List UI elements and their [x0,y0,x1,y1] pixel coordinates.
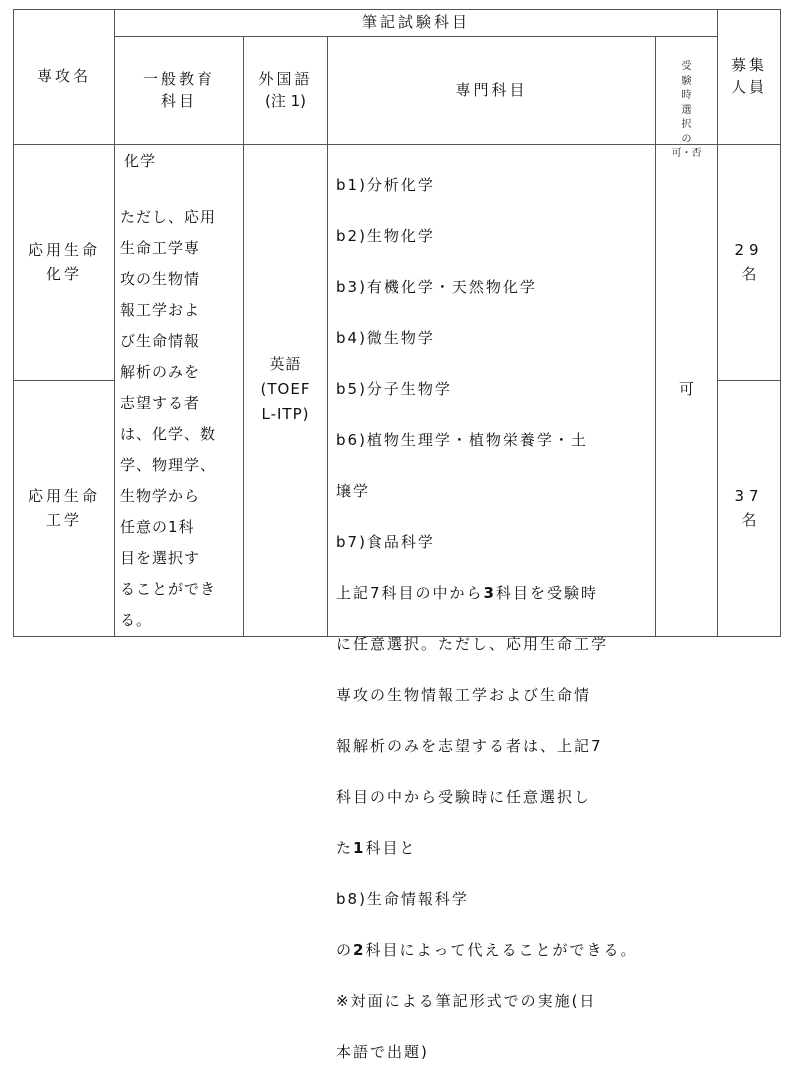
foreign-line: (TOEF [260,380,311,398]
specialized-note-line: b8)生命情報科学 [336,889,469,908]
capacity-row-1 [718,145,780,380]
note-text: 科目によって代えることができる。 [365,940,638,959]
subject-item: b2)生物化学 [336,226,435,245]
general-note-line: る。 [120,611,153,629]
major-row-2 [14,381,114,636]
specialized-header-label: 専門科目 [455,80,528,99]
choice-char: 可・否 [671,148,702,159]
foreign-header [244,37,327,144]
general-subject: 化学 [124,152,157,170]
specialized-note-line: ※対面による筆記形式での実施(日 [336,991,597,1010]
choice-char: の [681,133,692,145]
capacity-row-1-unit: 名 [741,264,757,283]
specialized-note-line: 科目の中から受験時に任意選択し [336,787,592,806]
general-header [115,37,243,144]
subject-item: b4)微生物学 [336,328,435,347]
general-note-line: 生物学から [120,487,201,505]
general-note-line: 報工学およ [120,301,201,319]
choice-value-text: 可 [678,380,694,399]
note-text: た [336,838,354,857]
subject-item: b7)食品科学 [336,532,435,551]
general-header-line2: 科目 [160,91,197,110]
choice-char: 時 [681,90,692,101]
general-note-line: 目を選択す [120,549,201,567]
major-row-2-line1: 応用生命 [27,487,100,506]
general-header-line1: 一般教育 [142,69,215,88]
note-text: の [336,940,354,959]
general-note-line: ただし、応用 [120,208,217,226]
specialized-note-line [336,836,648,862]
general-note-line: 学、物理学、 [120,456,217,474]
choice-header [656,60,717,162]
note-text: 科目を受験時 [495,583,598,602]
specialized-note-line [336,581,648,607]
capacity-row-2-unit: 名 [741,510,757,529]
general-note-line: は、化学、数 [120,425,217,443]
choice-value [656,378,717,402]
choice-char: 選 [681,104,692,116]
specialized-note-line [336,938,648,964]
note-bold-number: 1 [353,838,366,857]
major-header [14,10,114,144]
general-note-line: 解析のみを [120,363,201,381]
major-row-2-line2: 工学 [45,510,82,529]
subject-item: b1)分析化学 [336,175,435,194]
choice-char: 択 [681,119,692,130]
subject-item: b3)有機化学・天然物化学 [336,277,537,296]
foreign-header-line2: (注 1) [264,91,307,110]
note-text: 上記7科目の中から [336,583,484,602]
capacity-header [718,10,780,144]
choice-char: 受 [681,61,692,72]
capacity-row-2-number: 37 [734,487,764,506]
subject-item: b6)植物生理学・植物栄養学・土 [336,430,588,449]
general-note-line: 志望する者 [120,394,201,412]
foreign-cell [244,352,327,427]
general-note-line: ることができ [120,580,217,598]
specialized-header [328,37,655,144]
written-exam-header [115,10,717,36]
general-note-line: 生命工学専 [120,239,201,257]
general-note [120,202,238,636]
general-note-line: 攻の生物情 [120,270,201,288]
specialized-cell [336,147,648,1091]
capacity-row-2 [718,381,780,636]
capacity-header-line2: 人員 [730,78,767,96]
subject-item: b5)分子生物学 [336,379,452,398]
note-bold-number: 3 [483,583,496,602]
major-row-1-line2: 化学 [45,264,82,283]
specialized-note-line: に任意選択。ただし、応用生命工学 [336,634,609,653]
capacity-row-1-number: 29 [734,241,764,260]
general-note-line: び生命情報 [120,332,201,350]
capacity-header-line1: 募集 [730,56,767,75]
general-note-line: 任意の1科 [120,518,195,536]
major-header-label: 専攻名 [36,67,91,86]
foreign-header-line1: 外国語 [258,69,313,88]
foreign-line: 英語 [269,355,302,373]
major-row-1-line1: 応用生命 [27,241,100,260]
major-row-1 [14,145,114,380]
choice-char: 験 [681,75,692,87]
written-exam-label: 筆記試験科目 [361,13,470,32]
note-text: 科目と [365,838,417,857]
specialized-note-line: 報解析のみを志望する者は、上記7 [336,736,603,755]
specialized-note-line: 専攻の生物情報工学および生命情 [336,685,592,704]
subject-item: 壌学 [336,481,371,500]
specialized-note-line: 本語で出題) [336,1042,429,1061]
note-bold-number: 2 [353,940,366,959]
foreign-line: L-ITP) [261,405,310,423]
